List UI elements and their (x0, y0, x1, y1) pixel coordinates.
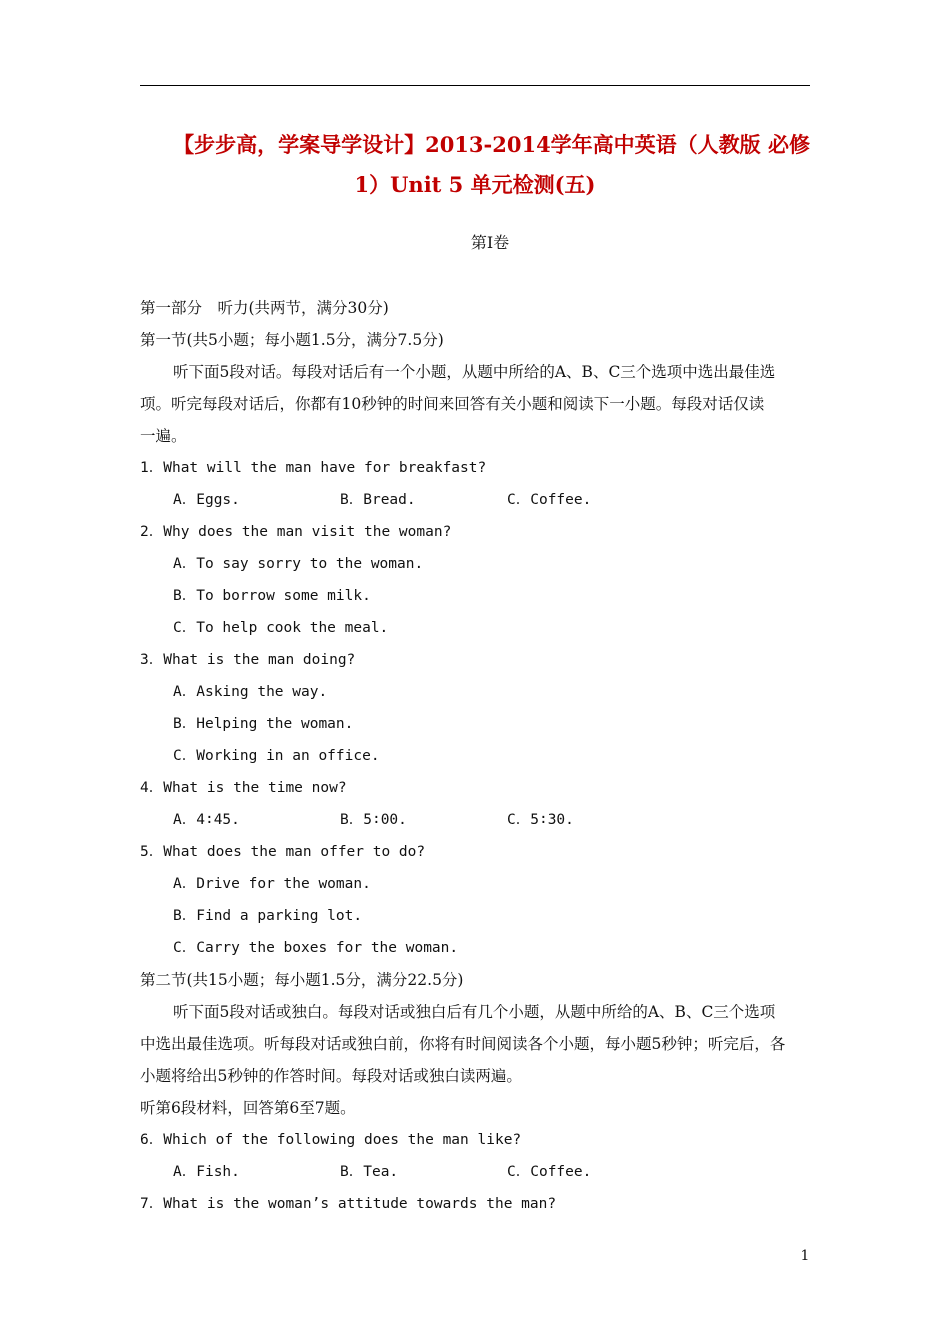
question: 2．Why does the man visit the woman? (140, 524, 452, 540)
document-title (140, 125, 810, 205)
option: B．5∶00. (340, 812, 407, 828)
option: C．Coffee. (507, 1164, 592, 1180)
options-row (140, 805, 810, 837)
question: 1．What will the man have for breakfast? (140, 460, 487, 476)
question: 6．Which of the following does the man like? (140, 1132, 522, 1148)
option: B．Helping the woman. (173, 716, 354, 732)
instructions-line: 一遍。 (140, 427, 187, 445)
option: C．Coffee. (507, 492, 592, 508)
instructions-line: 项。听完每段对话后，你都有10秒钟的时间来回答有关小题和阅读下一小题。每段对话仅读 (140, 395, 765, 413)
header-rule (140, 85, 810, 86)
page-number: 1 (800, 1248, 810, 1264)
option: C．Carry the boxes for the woman. (173, 940, 459, 956)
instructions-line: 听下面5段对话。每段对话后有一个小题，从题中所给的A、B、C三个选项中选出最佳选 (173, 363, 776, 381)
option: B．Bread. (340, 492, 416, 508)
instructions-line: 小题将给出5秒钟的作答时间。每段对话或独白读两遍。 (140, 1067, 522, 1085)
material-note: 听第6段材料，回答第6至7题。 (140, 1099, 356, 1117)
option: A．Fish. (173, 1164, 240, 1180)
instructions-line: 听下面5段对话或独白。每段对话或独白后有几个小题，从题中所给的A、B、C三个选项 (173, 1003, 776, 1021)
question: 4．What is the time now? (140, 780, 347, 796)
title-line-1: 【步步高，学案导学设计】2013-2014学年高中英语（人教版 必修 (173, 132, 810, 157)
question: 7．What is the woman’s attitude towards the man? (140, 1196, 557, 1212)
volume-heading: 第Ⅰ卷 (470, 233, 510, 252)
option: B．Tea. (340, 1164, 399, 1180)
title-line-2: 1）Unit 5 单元检测(五) (354, 172, 596, 197)
option: C．5∶30. (507, 812, 574, 828)
option: A．To say sorry to the woman. (173, 556, 424, 572)
instructions-line: 中选出最佳选项。听每段对话或独白前，你将有时间阅读各个小题，每小题5秒钟；听完后，各 (140, 1035, 786, 1053)
option: C．Working in an office. (173, 748, 380, 764)
part-heading: 第一部分 听力(共两节，满分30分) (140, 299, 389, 317)
option: A．Asking the way. (173, 684, 328, 700)
option: A．4∶45. (173, 812, 240, 828)
question: 5．What does the man offer to do? (140, 844, 426, 860)
option: A．Eggs. (173, 492, 240, 508)
document-body (140, 293, 810, 1221)
option: A．Drive for the woman. (173, 876, 371, 892)
options-row (140, 485, 810, 517)
option: B．Find a parking lot. (173, 908, 363, 924)
section-heading: 第二节(共15小题；每小题1.5分，满分22.5分) (140, 971, 464, 989)
section-heading: 第一节(共5小题；每小题1.5分，满分7.5分) (140, 331, 444, 349)
option: B．To borrow some milk. (173, 588, 371, 604)
options-row (140, 1157, 810, 1189)
question: 3．What is the man doing? (140, 652, 356, 668)
option: C．To help cook the meal. (173, 620, 389, 636)
